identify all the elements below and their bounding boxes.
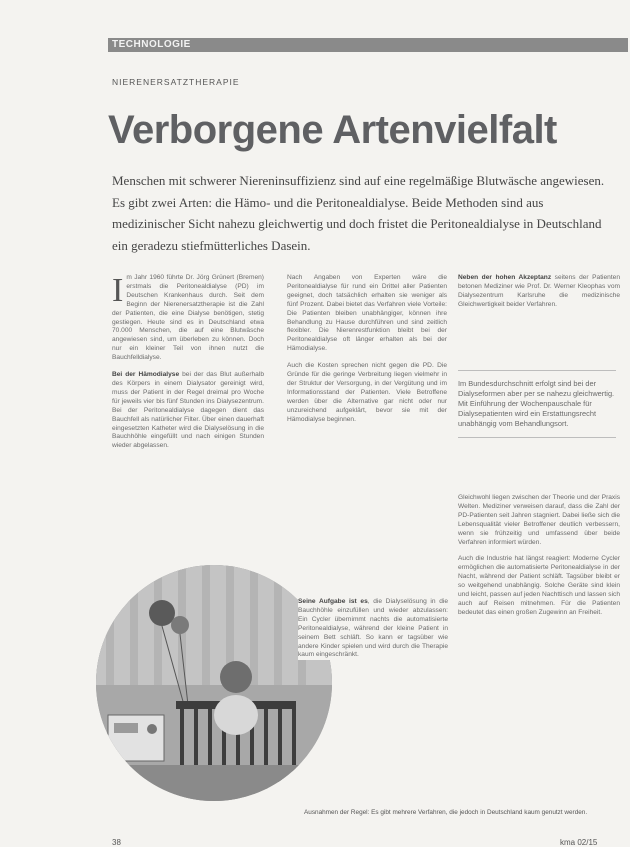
body-column-3-continued (458, 494, 620, 626)
paragraph (112, 371, 264, 451)
body-column-1 (112, 274, 264, 459)
figure-caption: Ausnahmen der Regel: Es gibt mehrere Verfahren, die jedoch in Deutschland kaum genutzt werden. (304, 809, 588, 816)
article-lead: Menschen mit schwerer Niereninsuffizienz sind auf eine regelmäßige Blutwäsche angewiesen. Es gibt zwei Arten: die Hämo- und die Peritonealdialyse. Beide Methoden sind aus medizinischer Sicht nahezu gleichwertig und doch fristet die Peritonealdialyse in Deutschland ein geradezu stiefmütterliches Dasein. (112, 173, 605, 253)
section-tag: TECHNOLOGIE (108, 38, 628, 52)
paragraph-text: m Jahr 1960 führte Dr. Jörg Grünert (Bremen) erstmals die Peritonealdialyse (PD) im Deutschen Krankenhaus durch. Seit dem Beginn der Nierenersatztherapie ist die Zahl der Patienten, die eine Dialyse benötigen, stetig gestiegen. Heute sind es in Deutschland etwa 70.000 Menschen, die auf eine Blutwäsche angewiesen sind, um überleben zu können. Doch nur ein kleiner Teil von ihnen nutzt die Bauchfelldialyse. (112, 274, 264, 362)
body-column-3 (458, 274, 620, 318)
paragraph-lead: Neben der hohen Akzeptanz (458, 274, 552, 281)
magazine-issue: kma 02/15 (560, 838, 598, 847)
paragraph: Nach Angaben von Experten wäre die Peritonealdialyse für rund ein Drittel aller Patienten geeignet, doch tatsächlich erhalten sie weniger als fünf Prozent. Dabei bietet das Verfahren viele Vorteile: Die Patienten bleiben unabhängiger, können ihre Behandlung zu Hause durchführen und sind zeitlich flexibler. Die Nierenrestfunktion bleibt bei der Peritonealdialyse oft länger erhalten als bei der Hämodialyse. (287, 274, 447, 353)
paragraph: Auch die Industrie hat längst reagiert: Moderne Cycler ermöglichen die automatisierte Peritonealdialyse in der Nacht, während der Patient schläft. Tagsüber bleibt er so weitgehend unabhängig. Solche Geräte sind klein und leicht, passen auf jeden Nachttisch und lassen sich auch auf Reisen mitnehmen. Für die Patienten bedeutet das einen großen Zugewinn an Freiheit. (458, 555, 621, 616)
paragraph: Auch die Kosten sprechen nicht gegen die PD. Die Gründe für die geringe Verbreitung liegen vielmehr in der Struktur der Versorgung, in der Vergütung und im Informationsstand der Patienten. Viele Betroffene werden über die Alternative gar nicht oder nur unzureichend aufgeklärt, bevor sie mit der Hämodialyse beginnen. (287, 362, 447, 423)
photo-caption-text: , die Dialyselösung in die Bauchhöhle einzufüllen und wieder abzulassen: Ein Cycler übernimmt nachts die automatisierte Peritonealdialyse, während der kleine Patient in seinem Bett schläft. So kann er tagsüber wie andere Kinder spielen und wird durch die Therapie kaum eingeschränkt. (298, 598, 448, 659)
body-column-2 (287, 274, 447, 433)
paragraph-text: bei der das Blut außerhalb des Körpers in einem Dialysator gereinigt wird, muss der Patient in der Regel dreimal pro Woche für jeweils vier bis fünf Stunden ins Dialysezentrum. Bei der Peritonealdialyse dagegen dient das Bauchfell als natürlicher Filter. Über einen dauerhaft eingesetzten Katheter wird die Dialyselösung in die Bauchhöhle eingefüllt und nach einigen Stunden wieder abgelassen. (112, 371, 264, 450)
photo-illustration (96, 565, 332, 801)
paragraph-lead: Bei der Hämodialyse (112, 371, 180, 379)
paragraph (458, 274, 620, 310)
paragraph: Gleichwohl liegen zwischen der Theorie und der Praxis Welten. Mediziner verweisen darauf, dass die Zahl der PD-Patienten seit Jahren stagniert. Dabei ließe sich die Lebensqualität vieler Betroffener deutlich verbessern, wenn sie frühzeitig und umfassend über beide Verfahren informiert würden. (458, 494, 620, 546)
photo-caption (298, 598, 448, 660)
article-photo (96, 565, 332, 801)
pull-quote: Im Bundesdurchschnitt erfolgt sind bei der Dialyseformen aber per se nahezu gleichwertig. Mit Einführung der Wochenpauschale für Dialysepatienten wird ein Erstattungsrecht unabhängig vom Behandlungsort. (458, 370, 616, 438)
page-number: 38 (112, 838, 121, 847)
paragraph (112, 274, 264, 363)
drop-cap: I (112, 272, 124, 309)
kicker: NIERENERSATZTHERAPIE (112, 77, 240, 87)
photo-caption-lead: Seine Aufgabe ist es (298, 598, 368, 605)
paragraph-text: seitens der Patienten betonen Mediziner wie Prof. Dr. Werner Kleophas vom Dialysezentrum Karlsruhe die medizinische Gleichwertigkeit beider Verfahren. (458, 274, 620, 308)
article-title: Verborgene Artenvielfalt (108, 108, 557, 152)
